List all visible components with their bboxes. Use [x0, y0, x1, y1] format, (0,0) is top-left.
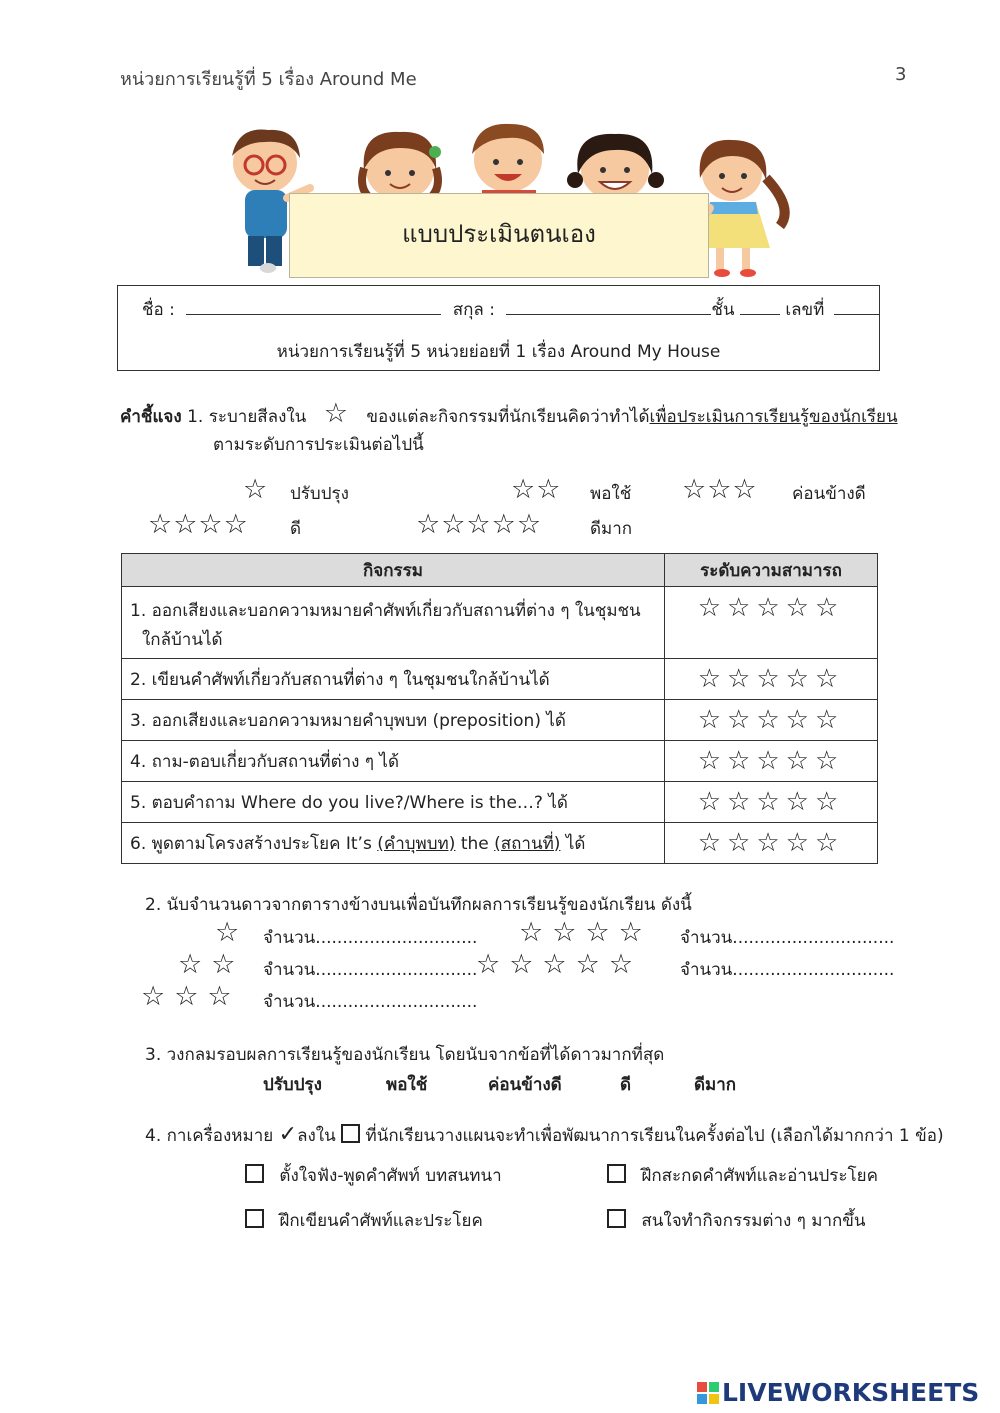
star-icon[interactable]: ☆☆☆☆☆ [697, 787, 845, 817]
activity-table [121, 553, 878, 864]
count-5-stars [476, 951, 642, 978]
surname-field[interactable] [506, 298, 711, 315]
star-icon[interactable]: ☆☆☆☆☆ [697, 746, 845, 776]
rating-stars[interactable] [665, 659, 878, 700]
activity-cell: 4. ถาม-ตอบเกี่ยวกับสถานที่ต่าง ๆ ได้ [122, 741, 665, 782]
rating-stars[interactable] [665, 741, 878, 782]
section4-title [145, 1122, 944, 1149]
table-row [122, 659, 878, 700]
activity-cell [122, 587, 665, 659]
col-activity-header: กิจกรรม [122, 554, 665, 587]
count-1-stars [215, 919, 240, 946]
star-icon: ☆☆☆☆☆ [476, 949, 643, 980]
rating-stars[interactable] [665, 700, 878, 741]
count-2-stars [178, 951, 244, 978]
star-icon[interactable]: ☆☆☆☆☆ [697, 705, 845, 735]
checkbox-icon [341, 1124, 360, 1143]
level-4-label: ดี [290, 519, 302, 539]
instructions-line1 [120, 400, 898, 430]
table-row [122, 741, 878, 782]
level-3-stars [682, 476, 758, 503]
liveworksheets-logo-icon [697, 1382, 719, 1404]
option-label: ฝึกสะกดคำศัพท์และอ่านประโยค [641, 1166, 879, 1186]
banner-sign [289, 193, 709, 278]
result-option[interactable]: ปรับปรุง [263, 1075, 322, 1095]
activity-text-underlined: (สถานที่) [494, 833, 561, 854]
checkmark-icon: ✓ [278, 1122, 298, 1147]
page-number: 3 [895, 64, 907, 85]
star-icon[interactable]: ☆☆☆☆☆ [697, 593, 845, 623]
banner-title: แบบประเมินตนเอง [402, 220, 596, 248]
count-1-field[interactable]: จำนวน.............................. [263, 928, 478, 948]
activity-cell [122, 823, 665, 864]
result-option[interactable]: พอใช้ [386, 1075, 428, 1095]
star-icon: ☆☆☆ [141, 981, 241, 1012]
activity-text: 1. ออกเสียงและบอกความหมายคำศัพท์เกี่ยวกับสถานที่ต่าง ๆ ในชุมชน [130, 601, 641, 621]
activity-text: ได้ [565, 833, 586, 854]
class-label: ชั้น [711, 300, 735, 320]
watermark-text: LIVEWORKSHEETS [722, 1378, 980, 1407]
class-field[interactable] [740, 298, 780, 315]
student-info-box [117, 285, 880, 371]
level-1-label: ปรับปรุง [290, 484, 349, 504]
number-field[interactable] [834, 298, 880, 315]
star-icon: ☆☆ [178, 949, 245, 980]
col-level-header: ระดับความสามารถ [665, 554, 878, 587]
option-checkbox[interactable] [245, 1209, 264, 1228]
rating-stars[interactable] [665, 782, 878, 823]
table-row [122, 700, 878, 741]
level-2-stars [511, 476, 561, 503]
level-5-stars [416, 511, 542, 538]
result-option[interactable]: ดี [620, 1075, 632, 1095]
star-icon: ☆☆ [511, 474, 562, 505]
instructions-item1-underlined: เพื่อประเมินการเรียนรู้ของนักเรียน [649, 407, 898, 427]
star-icon[interactable]: ☆☆☆☆☆ [697, 664, 845, 694]
star-icon: ☆☆☆☆ [519, 917, 652, 948]
section3-title: 3. วงกลมรอบผลการเรียนรู้ของนักเรียน โดยนับจากข้อที่ได้ดาวมากที่สุด [145, 1045, 665, 1065]
level-3-label: ค่อนข้างดี [792, 484, 866, 504]
count-3-field[interactable]: จำนวน.............................. [263, 992, 478, 1012]
plan-option-3[interactable] [245, 1207, 483, 1234]
count-3-stars [141, 983, 241, 1010]
count-4-stars [519, 919, 652, 946]
table-header-row [122, 554, 878, 587]
result-option[interactable]: ดีมาก [694, 1075, 737, 1095]
activity-text: the [460, 833, 489, 854]
star-icon: ☆☆☆☆☆ [416, 509, 543, 540]
rating-stars[interactable] [665, 587, 878, 659]
section2-title: 2. นับจำนวนดาวจากตารางข้างบนเพื่อบันทึกผลการเรียนรู้ของนักเรียน ดังนี้ [145, 895, 692, 915]
name-label: ชื่อ : [142, 300, 175, 320]
option-label: ฝึกเขียนคำศัพท์และประโยค [279, 1211, 483, 1231]
option-checkbox[interactable] [245, 1164, 264, 1183]
count-2-field[interactable]: จำนวน.............................. [263, 960, 478, 980]
section4-prefix: 4. กาเครื่องหมาย [145, 1126, 274, 1146]
level-4-stars [148, 511, 249, 538]
star-icon: ☆ [215, 917, 241, 948]
plan-option-1[interactable] [245, 1162, 502, 1189]
surname-label: สกุล : [452, 300, 495, 320]
star-icon[interactable]: ☆☆☆☆☆ [697, 828, 845, 858]
activity-text-cont: ใกล้บ้านได้ [142, 630, 223, 650]
star-icon: ☆ [243, 474, 269, 505]
instructions-item1-mid: ของแต่ละกิจกรรมที่นักเรียนคิดว่าทำได้ [366, 407, 650, 427]
student-info-row [142, 296, 880, 323]
activity-cell: 3. ออกเสียงและบอกความหมายคำบุพบท (preposition) ได้ [122, 700, 665, 741]
star-icon: ☆ [323, 398, 349, 429]
option-label: สนใจทำกิจกรรมต่าง ๆ มากขึ้น [641, 1211, 866, 1231]
star-icon: ☆☆☆☆ [148, 509, 249, 540]
plan-option-4[interactable] [607, 1207, 866, 1234]
liveworksheets-watermark [697, 1378, 979, 1407]
table-row [122, 823, 878, 864]
level-5-label: ดีมาก [590, 519, 633, 539]
unit-header: หน่วยการเรียนรู้ที่ 5 เรื่อง Around Me [120, 69, 417, 90]
option-checkbox[interactable] [607, 1209, 626, 1228]
plan-option-2[interactable] [607, 1162, 878, 1189]
section4-suffix: ที่นักเรียนวางแผนจะทำเพื่อพัฒนาการเรียนในครั้งต่อไป (เลือกได้มากกว่า 1 ข้อ) [365, 1126, 944, 1146]
instructions-item1-prefix: 1. ระบายสีลงใน [187, 407, 307, 427]
level-1-stars [243, 476, 268, 503]
activity-cell: 2. เขียนคำศัพท์เกี่ยวกับสถานที่ต่าง ๆ ในชุมชนใกล้บ้านได้ [122, 659, 665, 700]
rating-stars[interactable] [665, 823, 878, 864]
activity-text-underlined: (คำบุพบท) [377, 833, 456, 854]
table-row [122, 782, 878, 823]
name-field[interactable] [186, 298, 441, 315]
option-label: ตั้งใจฟัง-พูดคำศัพท์ บทสนทนา [279, 1166, 502, 1186]
activity-text: 6. พูดตามโครงสร้างประโยค It’s [130, 833, 372, 854]
subunit-title: หน่วยการเรียนรู้ที่ 5 หน่วยย่อยที่ 1 เรื่อง Around My House [276, 342, 721, 362]
count-5-field[interactable]: จำนวน.............................. [680, 960, 895, 980]
option-checkbox[interactable] [607, 1164, 626, 1183]
number-label: เลขที่ [785, 300, 825, 320]
result-option[interactable]: ค่อนข้างดี [488, 1075, 562, 1095]
instructions-line2: ตามระดับการประเมินต่อไปนี้ [213, 435, 424, 455]
section4-mid: ลงใน [297, 1126, 336, 1146]
activity-cell: 5. ตอบคำถาม Where do you live?/Where is the…? ได้ [122, 782, 665, 823]
table-row [122, 587, 878, 659]
instructions-label: คำชี้แจง [120, 407, 182, 427]
count-4-field[interactable]: จำนวน.............................. [680, 928, 895, 948]
level-2-label: พอใช้ [590, 484, 632, 504]
star-icon: ☆☆☆ [682, 474, 758, 505]
